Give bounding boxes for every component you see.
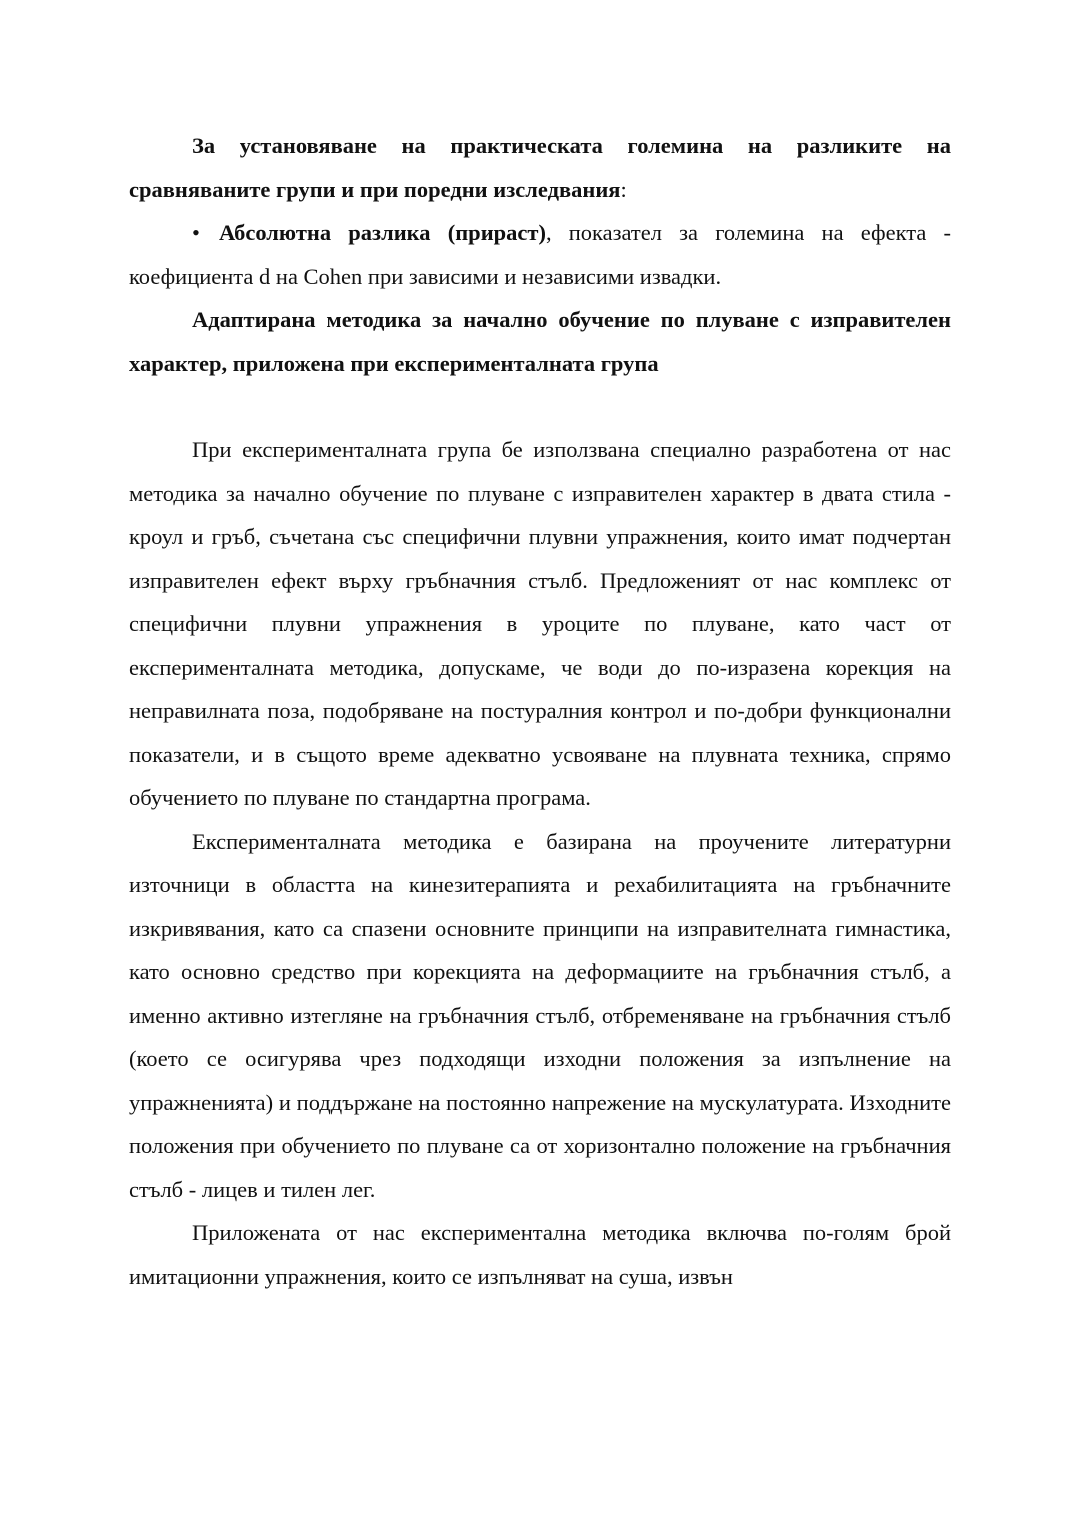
document-page [129, 124, 951, 1298]
section-heading: Адаптирана методика за начално обучение по плуване с изправителен характер, приложена при експерименталната група [129, 307, 951, 376]
section-intro-bold: За установяване на практическата големина на разликите на сравняваните групи и при поредни изследвания [129, 133, 951, 202]
section-intro-suffix: : [620, 176, 627, 202]
body-paragraph-3: Приложената от нас експериментална методика включва по-голям брой имитационни упражнения, които се изпълняват на суша, извън [129, 1220, 951, 1289]
bullet-icon: • [192, 220, 200, 245]
bullet-text: , показател за големина на ефекта - коефициента d на Cohen при зависими и независими извадки. [129, 220, 951, 289]
body-paragraph-2: Експерименталната методика е базирана на проучените литературни източници в областта на кинезитерапията и рехабилитацията на гръбначните изкривявания, като са спазени основните принципи на изправителната гимнастика, като основно средство при корекцията на деформациите на гръбначния стълб, а именно активно изтегляне на гръбначния стълб, отбременяване на гръбначния стълб (което се осигурява чрез подходящи изходни положения за изпълнение на упражненията) и поддържане на постоянно напрежение на мускулатурата. Изходните положения при обучението по плуване са от хоризонтално положение на гръбначния стълб - лицев и тилен лег. [129, 828, 951, 1202]
section-intro [129, 124, 951, 211]
bullet-item [129, 211, 951, 298]
body-paragraph-1: При експерименталната група бе използвана специално разработена от нас методика за начално обучение по плуване с изправителен характер в двата стила - кроул и гръб, съчетана със специфични плувни упражнения, които имат подчертан изправителен ефект върху гръбначния стълб. Предложеният от нас комплекс от специфични плувни упражнения в уроците по плуване, като част от експерименталната методика, допускаме, че води до по-изразена корекция на неправилната поза, подобряване на постуралния контрол и по-добри функционални показатели, и в същото време адекватно усвояване на плувната техника, спрямо обучението по плуване по стандартна програма. [129, 437, 951, 810]
bullet-bold-term: Абсолютна разлика (прираст) [219, 220, 546, 245]
